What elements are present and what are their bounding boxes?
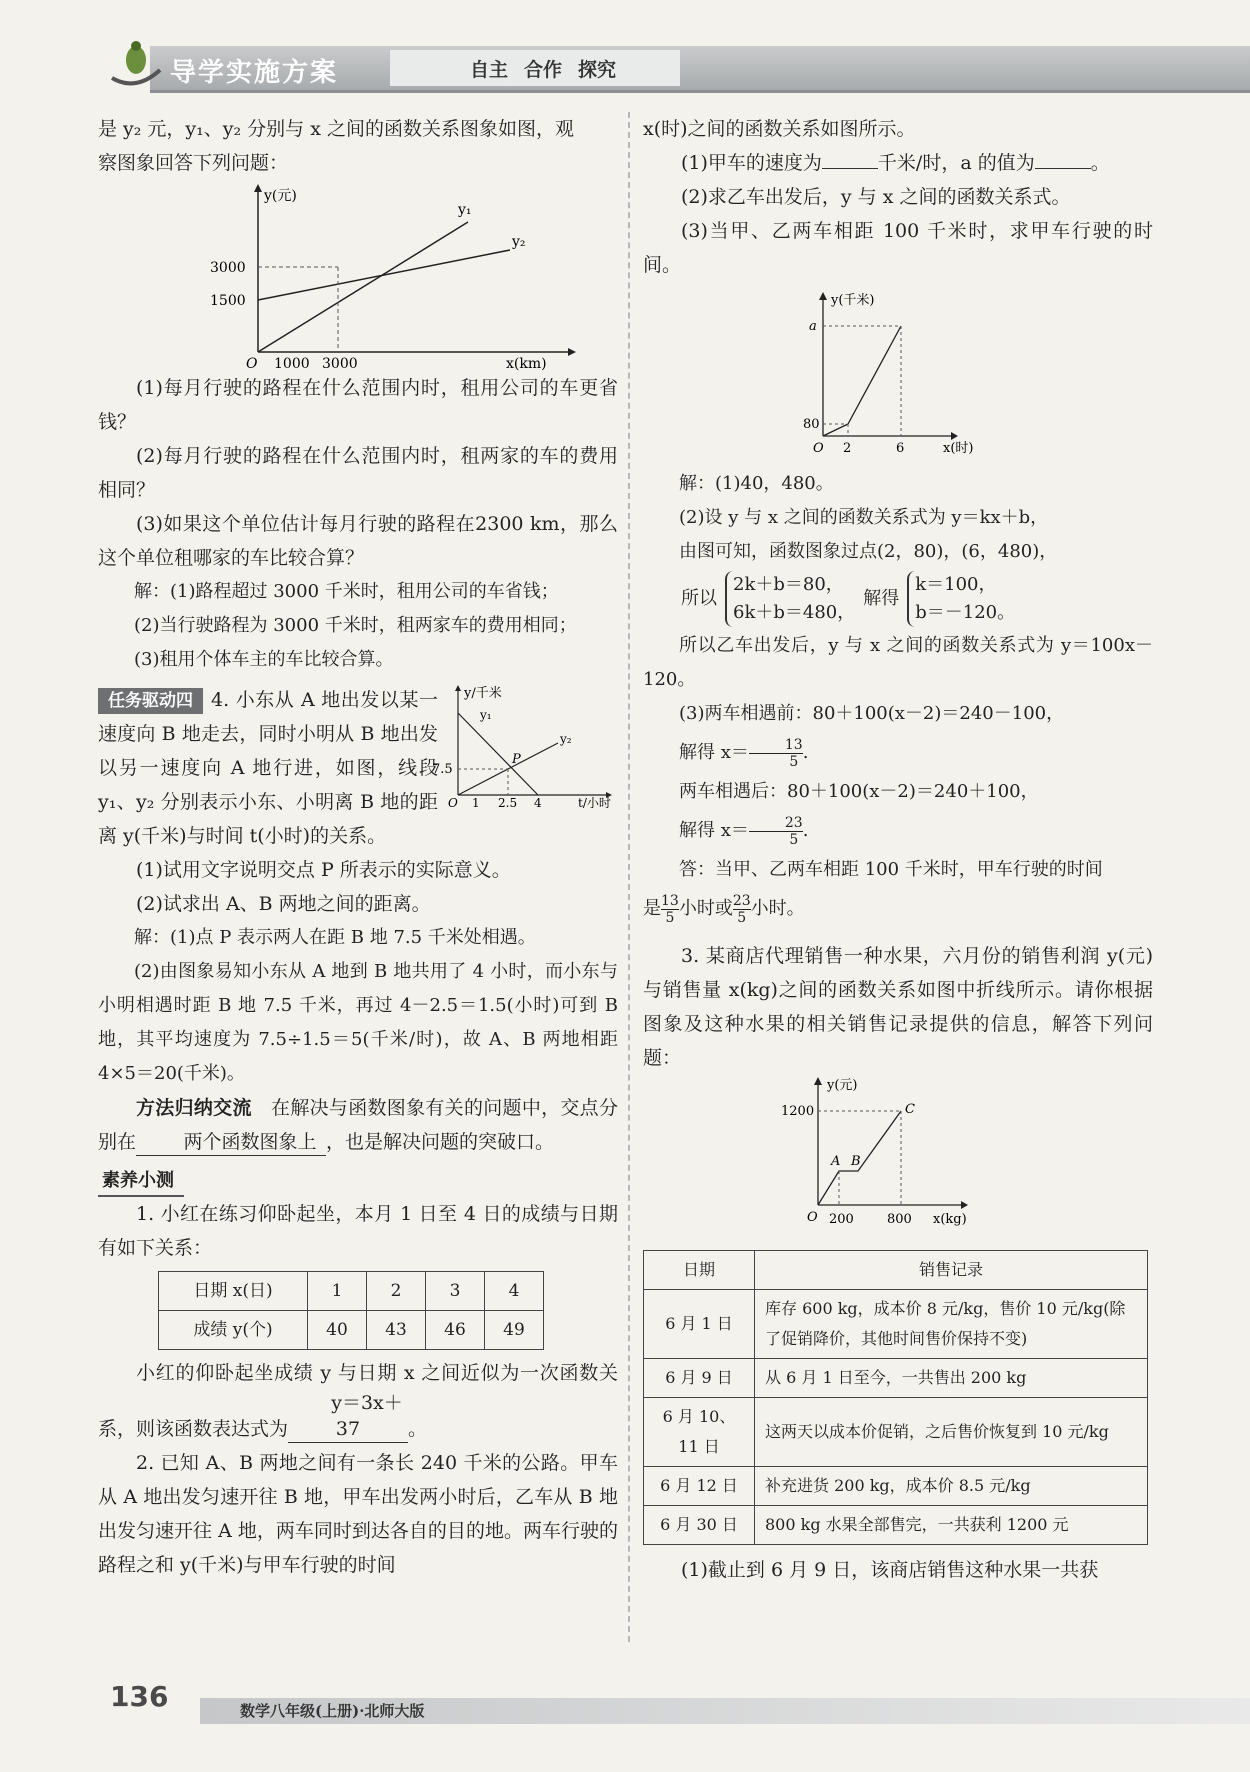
task-four-a2: (2)由图象易知小东从 A 地到 B 地共用了 4 小时，而小东与小明相遇时距 B 地 7.5 千米，再过 4－2.5＝1.5(小时)可到 B 地，其平均速度为 7.5÷1.5＝5(千米/时)，故 A、B 两地相距 4×5＝20(千米)。: [98, 961, 618, 1084]
table-head: 日期 x(日): [159, 1272, 308, 1311]
graph3-xtick: 6: [896, 441, 905, 456]
table-head: 日期: [644, 1251, 755, 1290]
score-table: [158, 1271, 544, 1350]
graph-fruit-profit: [643, 1075, 1153, 1235]
task-four-q2: (2)试求出 A、B 两地之间的距离。: [136, 893, 431, 915]
frac-num: 23: [749, 815, 803, 832]
problem-2-q3: (3)当甲、乙两车相距 100 千米时，求甲车行驶的时间。: [643, 220, 1153, 276]
table-row: [644, 1251, 1148, 1290]
table-cell-date: 6 月 10、11 日: [644, 1398, 755, 1467]
solution-11: [643, 887, 1153, 931]
frac-num: 23: [732, 892, 751, 909]
table-cell: 46: [426, 1311, 485, 1350]
system-mid: 解得: [863, 588, 900, 609]
graph1-xtick: 1000: [274, 356, 310, 372]
graph1-xlabel: x(km): [506, 356, 547, 372]
equation: 2k＋b＝80，: [733, 574, 844, 595]
graph2-origin: O: [448, 796, 458, 810]
solution-3: 由图可知，函数图象过点(2，80)，(6，480)，: [679, 541, 1058, 562]
graph3-ytick: a: [809, 319, 817, 334]
task-tag: 任务驱动四: [98, 688, 203, 714]
graph2-line1-label: y₁: [480, 708, 492, 722]
table-cell: 3: [426, 1272, 485, 1311]
q1-text: (1)甲车的速度为: [681, 152, 822, 174]
graph4-ylabel: y(元): [827, 1078, 858, 1093]
intro-line: 察图象回答下列问题：: [98, 152, 289, 174]
left-column: [98, 112, 618, 1582]
problem-2-cont: x(时)之间的函数关系如图所示。: [643, 118, 916, 140]
table-row: [644, 1467, 1148, 1506]
solve-prefix: 解得 x＝: [679, 820, 749, 841]
graph4-point-b: B: [851, 1154, 861, 1169]
graph2-ytick: 7.5: [432, 762, 453, 777]
table-head: 销售记录: [755, 1251, 1148, 1290]
frac-num: 13: [749, 737, 803, 754]
table-cell: 49: [485, 1311, 544, 1350]
fraction: [749, 737, 803, 770]
equation: k＝100，: [915, 574, 997, 595]
task-four-body: 4. 小东从 A 地出发以某一速度向 B 地走去，同时小明从 B 地出发以另一速度向 A 地行进，如图，线段 y₁、y₂ 分别表示小东、小明离 B 地的距离 y(千米)与时间 t(小时)的关系。: [98, 689, 438, 847]
graph-two-cars: [643, 286, 1153, 456]
question-2: (2)每月行驶的路程在什么范围内时，租两家的车的费用相同？: [98, 445, 618, 501]
solve-prefix: 解得 x＝: [679, 742, 749, 763]
graph3-ylabel: y(千米): [831, 293, 875, 308]
question-1: (1)每月行驶的路程在什么范围内时，租用公司的车更省钱？: [98, 377, 618, 433]
graph2-line2-label: y₂: [560, 732, 572, 746]
table-row: [644, 1506, 1148, 1545]
graph4-xtick: 800: [887, 1212, 912, 1227]
answer-2: (2)当行驶路程为 3000 千米时，租两家车的费用相同；: [134, 615, 577, 636]
q1-text-mid: 千米/时，a 的值为: [877, 152, 1035, 174]
solution-10: 答：当甲、乙两车相距 100 千米时，甲车行驶的时间: [679, 859, 1103, 880]
method-text: 在解决与函数图象有关的问题中，交点分别在: [98, 1097, 618, 1153]
task-four-text: [98, 683, 438, 853]
graph2-point-p: P: [512, 752, 521, 767]
problem-1: 1. 小红在练习仰卧起坐，本月 1 日至 4 日的成绩与日期有如下关系：: [98, 1203, 618, 1259]
problem-2-q2: (2)求乙车出发后，y 与 x 之间的函数关系式。: [681, 186, 1071, 208]
solution-7: 解得 x＝ $\frac{13}{5}$ .: [679, 736, 809, 770]
header-tags: [390, 50, 680, 86]
table-cell-record: 800 kg 水果全部售完，一共获利 1200 元: [755, 1506, 1148, 1545]
graph4-point-a: A: [831, 1154, 841, 1169]
graph1-line2-label: y₂: [512, 234, 526, 250]
solution-values: [907, 571, 1015, 627]
table-head: 成绩 y(个): [159, 1311, 308, 1350]
graph1-ytick: 3000: [210, 260, 246, 276]
graph4-ytick: 1200: [781, 1104, 815, 1119]
answer-3: (3)租用个体车主的车比较合算。: [134, 649, 394, 670]
table-cell-record: 补充进货 200 kg，成本价 8.5 元/kg: [755, 1467, 1148, 1506]
table-row: [644, 1359, 1148, 1398]
frac-den: 5: [665, 909, 675, 926]
page-header: [90, 40, 1250, 92]
question-3: (3)如果这个单位估计每月行驶的路程在2300 km，那么这个单位租哪家的车比较合算？: [98, 513, 618, 569]
table-cell-date: 6 月 30 日: [644, 1506, 755, 1545]
table-cell-date: 6 月 12 日: [644, 1467, 755, 1506]
solution-6: (3)两车相遇前：80＋100(x－2)＝240－100，: [679, 703, 1065, 724]
graph3-xtick: 2: [843, 441, 852, 456]
equation-system: [725, 571, 855, 627]
header-title: 导学实施方案: [170, 58, 339, 88]
table-row: [159, 1272, 544, 1311]
fraction: [733, 893, 751, 926]
header-tag: 探究: [578, 58, 617, 81]
graph4-origin: O: [807, 1210, 818, 1225]
problem-3-q1: (1)截止到 6 月 9 日，该商店销售这种水果一共获: [681, 1559, 1099, 1581]
task-four-a1: 解：(1)点 P 表示两人在距 B 地 7.5 千米处相遇。: [134, 927, 536, 948]
book-leaf-icon: [106, 40, 166, 92]
method-title: 方法归纳交流: [136, 1097, 252, 1119]
solution-5: 所以乙车出发后，y 与 x 之间的函数关系式为 y＝100x－120。: [643, 635, 1153, 690]
header-tag: 自主: [470, 58, 509, 81]
frac-num: 13: [661, 892, 679, 909]
problem-2: 2. 已知 A、B 两地之间有一条长 240 千米的公路。甲车从 A 地出发匀速开往 B 地，甲车出发两小时后，乙车从 B 地出发匀速开往 A 地，两车同时到达各自的目的地。两车行驶的路程之和 y(千米)与甲车行驶的时间: [98, 1452, 618, 1576]
graph-rental-cost: [98, 180, 618, 372]
graph1-ytick: 1500: [210, 293, 246, 309]
table-cell: 1: [308, 1272, 367, 1311]
method-summary: [98, 1091, 618, 1159]
table-cell: 4: [485, 1272, 544, 1311]
q1-blank-a: [1035, 168, 1091, 169]
graph1-xtick: 3000: [322, 356, 358, 372]
graph2-xlabel: t/小时: [578, 796, 611, 810]
table-cell-record: 这两天以成本价促销，之后售价恢复到 10 元/kg: [755, 1398, 1148, 1467]
problem-1-body: [98, 1356, 618, 1446]
graph1-line1-label: y₁: [458, 202, 472, 218]
table-row: [644, 1398, 1148, 1467]
solution-8: 两车相遇后：80＋100(x－2)＝240＋100，: [679, 781, 1039, 802]
q1-blank-speed: [822, 168, 878, 169]
answer-mid: 小时或: [678, 898, 733, 919]
frac-den: 5: [789, 831, 799, 848]
frac-den: 5: [737, 909, 747, 926]
section-tag: 素养小测: [98, 1167, 184, 1197]
solution-1: 解：(1)40，480。: [679, 473, 834, 494]
intro-line: 是 y₂ 元，y₁、y₂ 分别与 x 之间的函数关系图象如图，观: [98, 118, 574, 140]
equation: 6k＋b＝480，: [733, 602, 856, 623]
right-column: [643, 112, 1153, 1587]
graph3-origin: O: [813, 441, 824, 456]
task-four-q1: (1)试用文字说明交点 P 所表示的实际意义。: [136, 859, 511, 881]
fraction: [749, 815, 803, 848]
table-cell-record: 从 6 月 1 日至今，一共售出 200 kg: [755, 1359, 1148, 1398]
method-blank: 两个函数图象上: [136, 1129, 326, 1156]
graph3-xlabel: x(时): [943, 441, 974, 456]
table-cell: 40: [308, 1311, 367, 1350]
problem-1-blank: y＝3x＋37: [288, 1390, 408, 1443]
solution-9: 解得 x＝ $\frac{23}{5}$ .: [679, 814, 809, 848]
table-cell-date: 6 月 1 日: [644, 1290, 755, 1359]
frac-den: 5: [789, 753, 799, 770]
table-row: [644, 1290, 1148, 1359]
task-four-block: [98, 683, 618, 853]
problem-3: 3. 某商店代理销售一种水果，六月份的销售利润 y(元)与销售量 x(kg)之间的函数关系如图中折线所示。请你根据图象及这种水果的相关销售记录提供的信息，解答下列问题：: [643, 945, 1153, 1069]
footer-book-title: 数学八年级(上册)·北师大版: [240, 1702, 425, 1720]
graph4-xtick: 200: [829, 1212, 854, 1227]
column-divider: [628, 112, 630, 1642]
graph4-point-c: C: [905, 1102, 915, 1117]
graph1-origin: O: [246, 356, 258, 372]
equation: b＝－120。: [915, 602, 1016, 623]
q1-text-end: 。: [1090, 152, 1110, 174]
page-footer: [90, 1680, 1250, 1730]
table-row: [159, 1311, 544, 1350]
solution-2: (2)设 y 与 x 之间的函数关系式为 y＝kx＋b，: [679, 507, 1049, 528]
table-cell-date: 6 月 9 日: [644, 1359, 755, 1398]
graph2-xtick: 1: [472, 796, 480, 810]
problem-1-end: 。: [408, 1418, 428, 1440]
page-number: 136: [110, 1680, 169, 1713]
graph2-xtick: 4: [534, 796, 542, 810]
table-cell: 2: [367, 1272, 426, 1311]
graph1-ylabel: y(元): [264, 188, 297, 204]
graph-distance-time: [428, 683, 618, 808]
sales-record-table: [643, 1250, 1148, 1545]
system-prefix: 所以: [681, 588, 717, 609]
header-tag: 合作: [524, 58, 563, 81]
problem-2-q1: [643, 146, 1153, 180]
table-cell-record: 库存 600 kg，成本价 8 元/kg，售价 10 元/kg(除了促销降价，其他时间售价保持不变): [755, 1290, 1148, 1359]
fraction: [661, 893, 679, 926]
method-text-end: ，也是解决问题的突破口。: [326, 1131, 555, 1153]
answer-1: 解：(1)路程超过 3000 千米时，租用公司的车省钱；: [134, 581, 559, 602]
answer-prefix: 是: [643, 898, 661, 919]
solution-system: [643, 571, 1153, 627]
graph4-xlabel: x(kg): [933, 1212, 967, 1227]
graph2-xtick: 2.5: [498, 796, 518, 810]
graph2-ylabel: y/千米: [464, 686, 502, 701]
problem-1-text: 小红的仰卧起坐成绩 y 与日期 x 之间近似为一次函数关系，则该函数表达式为: [98, 1362, 618, 1440]
table-cell: 43: [367, 1311, 426, 1350]
answer-end: 小时。: [750, 898, 805, 919]
section-tag-row: [98, 1163, 618, 1197]
graph3-ytick: 80: [803, 417, 820, 432]
